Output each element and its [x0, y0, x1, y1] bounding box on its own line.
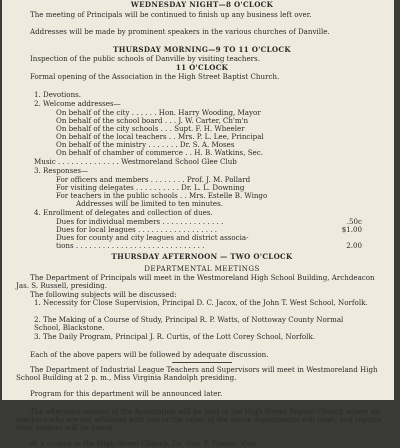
dues-label: Dues for local leagues . . . . . . . . . . . . . . . . . .	[56, 225, 217, 234]
four-oclock-line: At 4 o'clock in the High Street Church, Dr. Geo. P. Phenix, Vice-	[30, 439, 259, 448]
eleven-oclock-heading: 11 O'CLOCK	[175, 63, 229, 72]
subject-item: 1. Necessity for Close Supervision, Principal D. C. Jacox, of the John T. West School, Norfolk.	[34, 298, 368, 307]
wednesday-paragraph-2: Addresses will be made by prominent speakers in the various churches of Danville.	[30, 27, 330, 36]
formal-opening-paragraph: Formal opening of the Association in the High Street Baptist Church.	[30, 72, 280, 81]
wednesday-night-heading: WEDNESDAY NIGHT—8 O'CLOCK	[130, 0, 274, 9]
welcome-line: On behalf of chamber of commerce . . H. B. Watkins, Sec.	[56, 148, 263, 157]
subject-item: 3. The Daily Program, Principal J. R. Curtis, of the Lott Corey School, Norfolk.	[34, 332, 315, 341]
subject-item: 2. The Making of a Course of Study, Principal R. P. Watts, of Nottoway County Normal School, Blackstone.	[34, 315, 344, 333]
section-divider	[172, 362, 232, 363]
item-devotions: 1. Devotions.	[34, 90, 82, 99]
response-line: For officers and members . . . . . . . . Prof. J. M. Pollard	[56, 175, 251, 184]
dues-label: Dues for individual members . . . . . . . . . . . . . .	[56, 217, 224, 226]
discussion-note: Each of the above papers will be followed by adequate discussion.	[30, 350, 269, 359]
welcome-line: On behalf of the city . . . . . . Hon. Harry Wooding, Mayor	[56, 108, 261, 117]
item-responses: 3. Responses—	[34, 166, 89, 175]
dues-amount: $1.00	[341, 225, 362, 234]
departmental-meetings-heading: DEPARTMENTAL MEETINGS	[144, 264, 260, 273]
dues-amount: .50c	[346, 217, 362, 226]
principals-paragraph: The Department of Principals will meet in the Westmoreland High School Building, Archdeacon Jas. S. Russell, presiding.	[16, 273, 375, 291]
program-announcement: Program for this department will be announced later.	[30, 389, 223, 398]
music-line: Music . . . . . . . . . . . . . . Westmoreland School Glee Club	[34, 157, 237, 166]
subjects-intro: The following subjects will be discussed:	[30, 290, 177, 299]
dues-label: Dues for county and city leagues and district associa-	[56, 233, 249, 242]
welcome-line: On behalf of the local teachers . . Mrs. P. L. Lee, Principal	[56, 132, 264, 141]
response-line: For visiting delegates . . . . . . . . . . Dr. L. L. Downing	[56, 183, 245, 192]
item-enrollment: 4. Enrollment of delegates and collection of dues.	[34, 208, 213, 217]
dues-amount: 2.00	[346, 241, 362, 250]
welcome-line: On behalf of the school board . . . J. W. Carter, Ch'm'n	[56, 116, 249, 125]
dues-line	[16, 242, 388, 250]
responses-note: Addresses will be limited to ten minutes.	[76, 199, 223, 208]
welcome-line: On behalf of the city schools . . . Supt. F. H. Wheeler	[56, 124, 245, 133]
dues-label: tions . . . . . . . . . . . . . . . . . . . . . . . . . . . . .	[56, 241, 205, 250]
thursday-morning-heading: THURSDAY MORNING—9 TO 11 O'CLOCK	[113, 45, 291, 54]
thursday-morning-paragraph: Inspection of the public schools of Danville by visiting teachers.	[30, 54, 260, 63]
wednesday-paragraph-1: The meeting of Principals will be continued to finish up any business left over.	[30, 10, 312, 19]
response-line: For teachers in the public schools . . Mrs. Estelle B. Wingo	[56, 191, 268, 200]
industrial-league-paragraph: The Department of Industrial League Teachers and Supervisors will meet in Westmoreland High School Building at 2 p. m., Miss Virginia Randolph presiding.	[16, 365, 378, 383]
item-welcome-addresses: 2. Welcome addresses—	[34, 99, 121, 108]
thursday-afternoon-heading: THURSDAY AFTERNOON — TWO O'CLOCK	[111, 252, 293, 261]
program-page	[2, 0, 394, 448]
afternoon-session-paragraph: The afternoon session of the Association will be held in the High Street Baptist Church where all teachers who are not affiliated with one or the other of the above departments will meet, and reports from leagues will be heard.	[16, 407, 382, 433]
welcome-line: On behalf of the ministry . . . . . . . Dr. S. A. Moses	[56, 140, 235, 149]
